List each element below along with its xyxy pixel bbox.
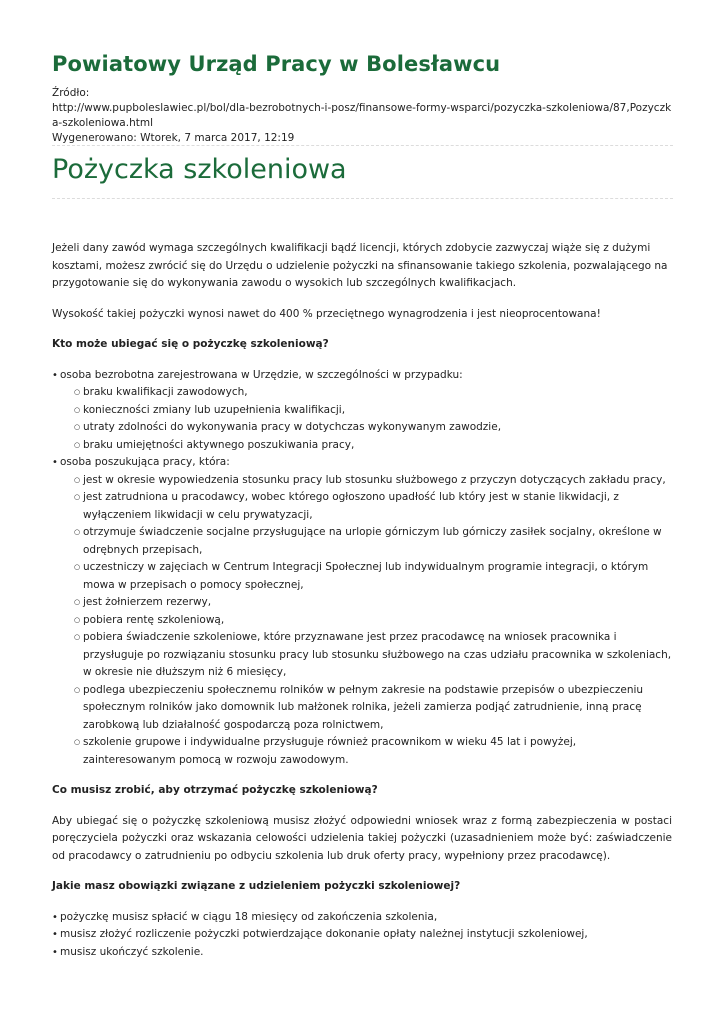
sub-list-item: ○ konieczności zmiany lub uzupełnienia kwalifikacji, xyxy=(74,402,672,420)
heading-who: Kto może ubiegać się o pożyczkę szkoleniową? xyxy=(52,338,329,350)
sub-list-item: ○ otrzymuje świadczenie socjalne przysługujące na urlopie górniczym lub górniczy zasiłek socjalny, określone w odrębnych przepisach, xyxy=(74,524,672,559)
sub-list-item: ○ braku kwalifikacji zawodowych, xyxy=(74,384,672,402)
source-url: http://www.pupboleslawiec.pl/bol/dla-bezrobotnych-i-posz/finansowe-formy-wsparci/pozyczka-szkoleniowa/87,Pozyczka-szkoleniowa.html xyxy=(52,102,672,129)
heading-duties: Jakie masz obowiązki związane z udzieleniem pożyczki szkoleniowej? xyxy=(52,880,461,892)
source-meta xyxy=(52,86,677,146)
header-divider xyxy=(52,145,673,146)
amount-paragraph: Wysokość takiej pożyczki wynosi nawet do 400 % przeciętnego wynagrodzenia i jest nieoprocentowana! xyxy=(52,307,601,320)
sub-list-item: ○ jest zatrudniona u pracodawcy, wobec którego ogłoszono upadłość lub który jest w stanie likwidacji, z wyłączeniem likwidacji w celu prywatyzacji, xyxy=(74,489,672,524)
list-item: • musisz złożyć rozliczenie pożyczki potwierdzające dokonanie opłaty należnej instytucji szkoleniowej, xyxy=(52,926,672,944)
sub-list-item: ○ podlega ubezpieczeniu społecznemu rolników w pełnym zakresie na podstawie przepisów o ubezpieczeniu społecznym rolników jako domownik lub małżonek rolnika, jeżeli zamierza podjąć zatrudnienie, inną pracę zarobkową lub działalność gospodarczą poza rolnictwem, xyxy=(74,682,672,735)
duties-list xyxy=(52,909,672,962)
list-item-text: osoba bezrobotna zarejestrowana w Urzędzie, w szczególności w przypadku: xyxy=(60,368,463,381)
list-item: • musisz ukończyć szkolenie. xyxy=(52,944,672,962)
generated-date: Wygenerowano: Wtorek, 7 marca 2017, 12:19 xyxy=(52,132,295,144)
list-item-text: osoba poszukująca pracy, która: xyxy=(60,456,230,468)
sub-list-item: ○ jest żołnierzem rezerwy, xyxy=(74,594,672,612)
sub-list-item: ○ pobiera rentę szkoleniową, xyxy=(74,612,672,630)
list-item xyxy=(52,367,672,455)
article-body xyxy=(52,240,672,974)
sub-list xyxy=(60,472,672,770)
intro-paragraph: Jeżeli dany zawód wymaga szczególnych kwalifikacji bądź licencji, których zdobycie zazwyczaj wiąże się z dużymi kosztami, możesz zwrócić się do Urzędu o udzielenie pożyczki na sfinansowanie takiego szkolenia, pozwalającego na przygotowanie się do wykonywania zawodu o wysokich lub szczególnych kwalifikacjach. xyxy=(52,242,668,289)
sub-list-item: ○ utraty zdolności do wykonywania pracy w dotychczas wykonywanym zawodzie, xyxy=(74,419,672,437)
page-title: Pożyczka szkoleniowa xyxy=(52,154,347,185)
list-item xyxy=(52,454,672,769)
sub-list-item: ○ szkolenie grupowe i indywidualne przysługuje również pracownikom w wieku 45 lat i powyżej, zainteresowanym pomocą w rozwoju zawodowym. xyxy=(74,734,672,769)
sub-list-item: ○ braku umiejętności aktywnego poszukiwania pracy, xyxy=(74,437,672,455)
who-list xyxy=(52,367,672,770)
title-divider xyxy=(52,198,673,199)
sub-list xyxy=(60,384,672,454)
sub-list-item: ○ pobiera świadczenie szkoleniowe, które przyznawane jest przez pracodawcę na wniosek pracownika i przysługuje po rozwiązaniu stosunku pracy lub stosunku służbowego na czas udziału pracownika w szkoleniach, w okresie nie dłuższym niż 6 miesięcy, xyxy=(74,629,672,682)
sub-list-item: ○ uczestniczy w zajęciach w Centrum Integracji Społecznej lub indywidualnym programie integracji, o którym mowa w przepisach o pomocy społecznej, xyxy=(74,559,672,594)
sub-list-item: ○ jest w okresie wypowiedzenia stosunku pracy lub stosunku służbowego z przyczyn dotyczących zakładu pracy, xyxy=(74,472,672,490)
heading-what: Co musisz zrobić, aby otrzymać pożyczkę szkoleniową? xyxy=(52,784,378,796)
what-paragraph: Aby ubiegać się o pożyczkę szkoleniową musisz złożyć odpowiedni wniosek wraz z formą zabezpieczenia w postaci poręczyciela pożyczki oraz wskazania celowości udzielenia takiej pożyczki (uzasadnieniem może być: zaświadczenie od pracodawcy o zatrudnieniu po odbyciu szkolenia lub druk oferty pracy, wypełniony przez pracodawcę). xyxy=(52,814,672,862)
source-label: Źródło: xyxy=(52,87,90,99)
site-title: Powiatowy Urząd Pracy w Bolesławcu xyxy=(52,52,501,76)
list-item: • pożyczkę musisz spłacić w ciągu 18 miesięcy od zakończenia szkolenia, xyxy=(52,909,672,927)
